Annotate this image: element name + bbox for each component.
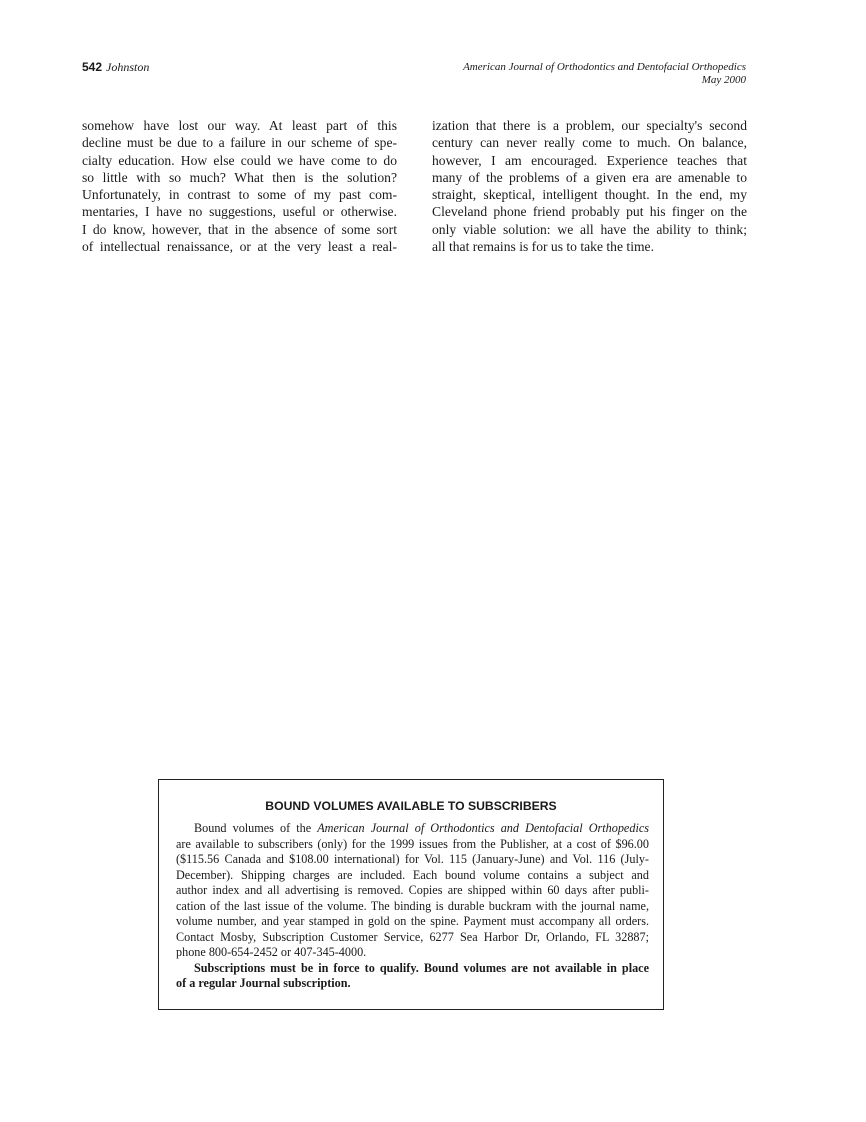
text-line: century can never really come to much. On balance, [432,135,747,151]
journal-title: American Journal of Orthodontics and Dentofacial Orthopedics [463,61,746,73]
text-line: only viable solution: we all have the ability to think; [432,221,747,237]
text-line: ($115.56 Canada and $108.00 international) for Vol. 115 (January-June) and Vol. 116 (July- [176,852,649,866]
text-line: phone 800-654-2452 or 407-345-4000. [176,945,367,959]
text-line: mentaries, I have no suggestions, useful or otherwise. [82,204,397,220]
notice-title: BOUND VOLUMES AVAILABLE TO SUBSCRIBERS [265,799,557,813]
journal-name: American Journal of Orthodontics and Dentofacial Orthopedics [317,821,649,835]
text-line: of intellectual renaissance, or at the very least a real- [82,239,397,255]
text-line: author index and all advertising is removed. Copies are shipped within 60 days after publi- [176,883,649,897]
text-line: Contact Mosby, Subscription Customer Service, 6277 Sea Harbor Dr, Orlando, FL 32887; [176,929,649,944]
text-line: are available to subscribers (only) for the 1999 issues from the Publisher, at a cost of $96.00 [176,836,649,851]
text-line: so little with so much? What then is the solution? [82,169,397,185]
text-line: many of the problems of a given era are amenable to [432,169,747,185]
notice-body [176,821,649,992]
text-line: decline must be due to a failure in our scheme of spe- [82,135,397,151]
text-line: December). Shipping charges are included. Each bound volume contains a subject and [176,867,649,882]
text-line: Unfortunately, in contrast to some of my past com- [82,187,397,203]
text-line: cialty education. How else could we have come to do [82,152,397,168]
issue-date: May 2000 [701,74,746,86]
text-line: I do know, however, that in the absence of some sort [82,221,397,237]
notice-intro: Bound volumes of the [194,821,318,835]
text-line: somehow have lost our way. At least part of this [82,118,397,133]
running-header-left [82,60,149,75]
author-name: Johnston [106,60,150,74]
text-line: all that remains is for us to take the time. [432,239,654,255]
text-line: however, I am encouraged. Experience teaches that [432,152,747,168]
page-number: 542 [82,60,103,74]
text-line: Cleveland phone friend probably put his finger on the [432,204,747,220]
text-line: volume number, and year stamped in gold on the spine. Payment must accompany all orders. [176,914,649,928]
text-line: straight, skeptical, intelligent thought. In the end, my [432,187,747,203]
text-line: of a regular Journal subscription. [176,976,351,990]
left-column [82,117,397,255]
text-line [176,821,649,837]
running-header-right [463,61,746,87]
right-column [432,117,747,255]
text-line: ization that there is a problem, our specialty's second [432,118,747,133]
bound-volumes-notice [158,779,664,1010]
text-line: Subscriptions must be in force to qualify. Bound volumes are not available in place [194,960,649,975]
text-line: cation of the last issue of the volume. The binding is durable buckram with the journal name, [176,898,649,913]
